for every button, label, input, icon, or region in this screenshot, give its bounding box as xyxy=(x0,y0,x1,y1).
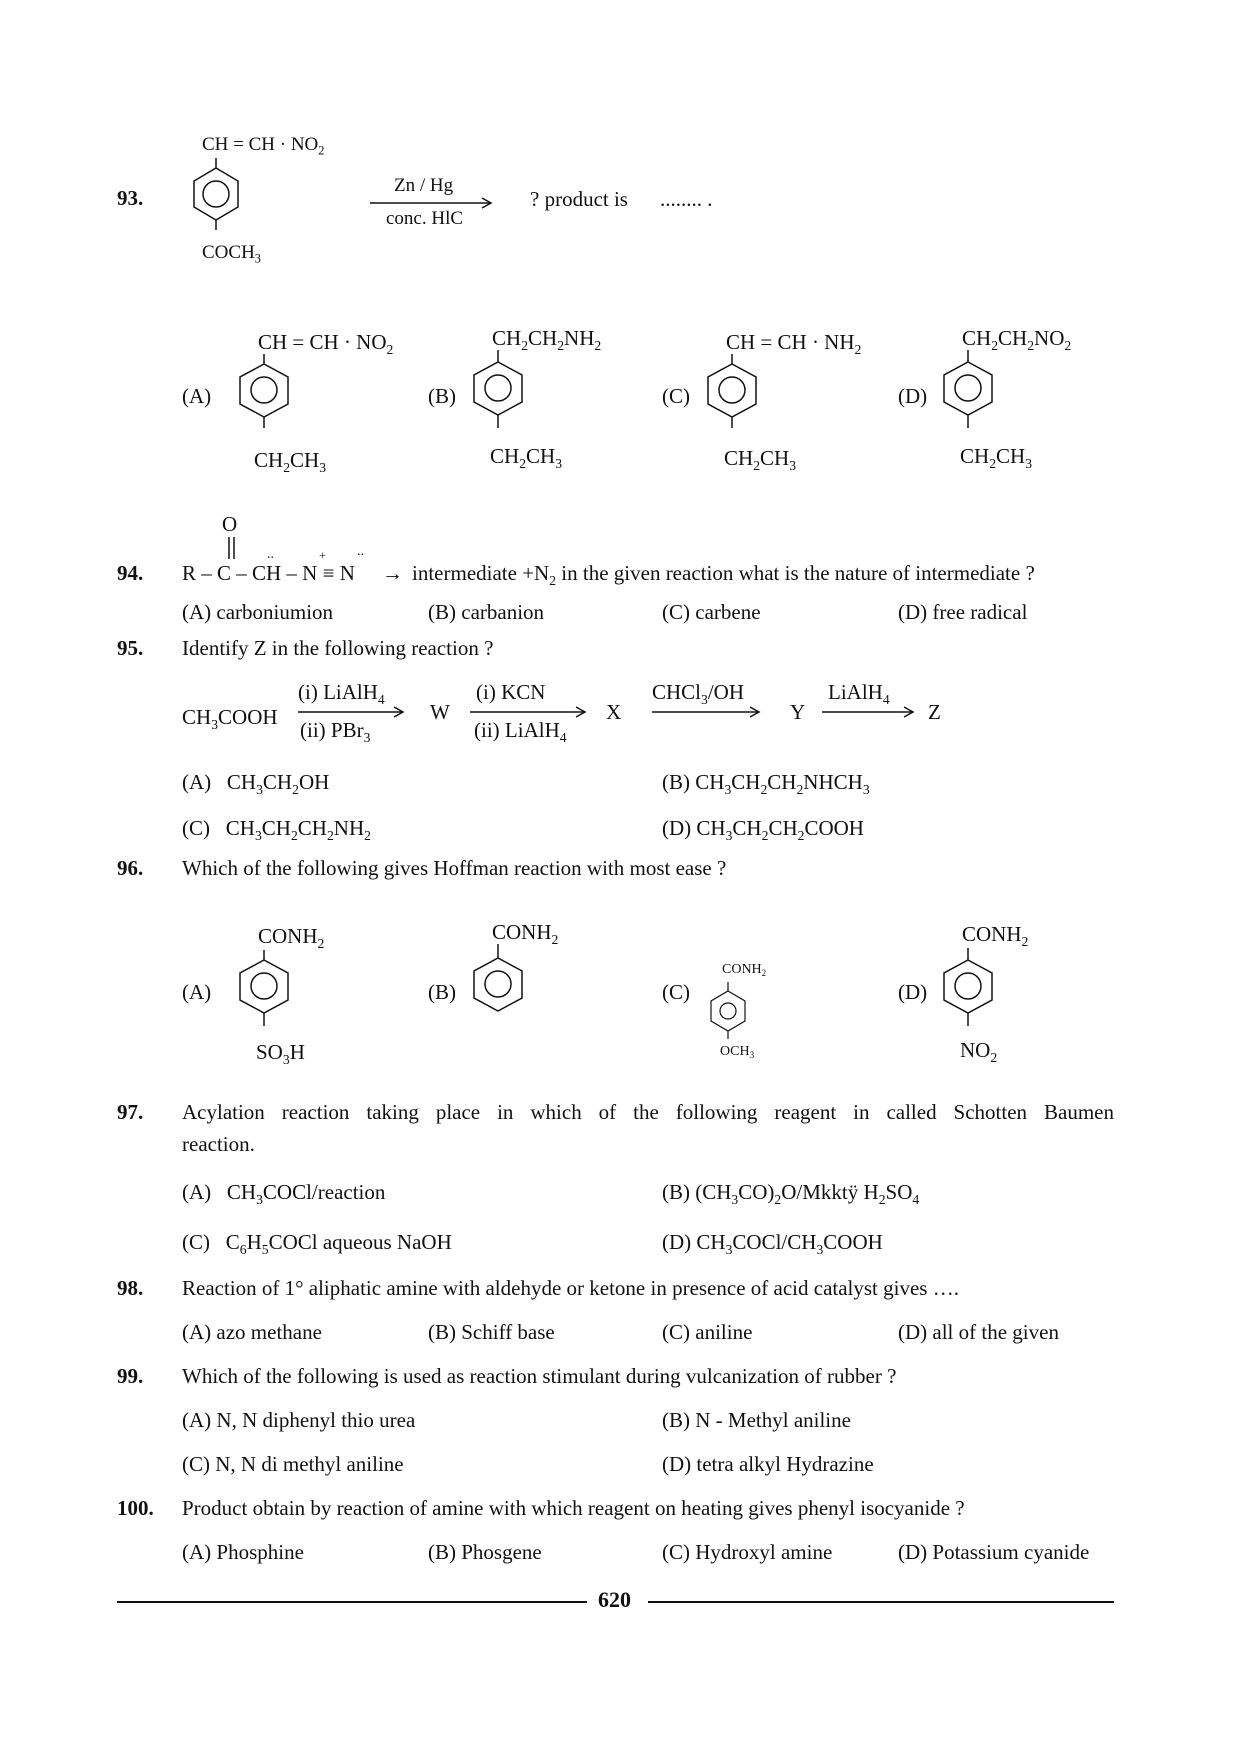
q98-question-text: Reaction of 1° aliphatic amine with aldehyde or ketone in presence of acid catalyst gives …. xyxy=(182,1276,959,1300)
q95-step1-bottom: (ii) PBr$_3$ xyxy=(300,718,371,745)
q96-option-b-top: $CONH_2$ xyxy=(492,920,559,947)
q94-option-c: (C) carbene xyxy=(662,600,761,624)
q97-option-b: (B) $(CH_3CO)_2O$/Mkktÿ $H_2SO_4$ xyxy=(662,1180,920,1207)
footer-rule-left xyxy=(117,1601,587,1603)
question-number-96: 96. xyxy=(117,856,144,880)
q98-option-c: (C) aniline xyxy=(662,1320,753,1344)
q94-plus-charge: + xyxy=(319,548,326,562)
q96-option-a-bottom: $SO_3H$ xyxy=(256,1040,305,1067)
question-number-100: 100. xyxy=(117,1496,154,1520)
q93-option-d-top: $CH_2CH_2NO_2$ xyxy=(962,326,1072,353)
q96-option-a-top: $CONH_2$ xyxy=(258,924,325,951)
q93-substituent-top: CH = CH · $NO_2$ xyxy=(202,134,325,158)
question-number-94: 94. xyxy=(117,561,144,585)
q97-option-d: (D) $CH_3COCl/CH_3COOH$ xyxy=(662,1230,883,1257)
q95-option-c: (C) $CH_3CH_2CH_2NH_2$ xyxy=(182,816,371,843)
q95-step2-arrow xyxy=(470,705,590,719)
q93-option-a-label: (A) xyxy=(182,384,212,408)
q95-start-compound: $CH_3COOH$ xyxy=(182,705,278,732)
q99-option-b: (B) N - Methyl aniline xyxy=(662,1408,851,1432)
q95-option-a: (A) $CH_3CH_2OH$ xyxy=(182,770,330,797)
q95-compound-x: X xyxy=(606,700,622,724)
q95-step4-arrow xyxy=(822,705,918,719)
q94-option-b: (B) carbanion xyxy=(428,600,545,624)
question-number-93: 93. xyxy=(117,186,144,210)
q96-option-a-ring xyxy=(232,950,292,1040)
q93-option-c-ring xyxy=(702,354,762,440)
q94-option-d: (D) free radical xyxy=(898,600,1028,624)
q99-option-d: (D) tetra alkyl Hydrazine xyxy=(662,1452,874,1476)
q96-option-b-label: (B) xyxy=(428,980,456,1004)
q96-option-c-top: $CONH_2$ xyxy=(722,962,767,979)
q97-option-c: (C) $C_6H_5COCl$ aqueous NaOH xyxy=(182,1230,452,1257)
q93-option-a-top: CH = CH · $NO_2$ xyxy=(258,330,394,357)
q96-question-text: Which of the following gives Hoffman reaction with most ease ? xyxy=(182,856,727,880)
q99-option-c: (C) N, N di methyl aniline xyxy=(182,1452,404,1476)
q93-blank: ........ . xyxy=(660,187,713,211)
q96-option-d-top: $CONH_2$ xyxy=(962,922,1029,949)
q96-option-d-ring xyxy=(938,948,998,1038)
q93-reagent-top: Zn / Hg xyxy=(394,175,454,196)
q94-lone-pair-ch: .. xyxy=(267,547,274,562)
q95-step1-arrow xyxy=(298,705,408,719)
q93-option-a-ring xyxy=(232,354,292,440)
q93-option-c-top: CH = CH · $NH_2$ xyxy=(726,330,862,357)
q95-option-b: (B) $CH_3CH_2CH_2NHCH_3$ xyxy=(662,770,870,797)
q95-option-d: (D) $CH_3CH_2CH_2COOH$ xyxy=(662,816,864,843)
q95-question-text: Identify Z in the following reaction ? xyxy=(182,636,494,660)
q96-option-a-label: (A) xyxy=(182,980,212,1004)
q93-option-c-bottom: $CH_2CH_3$ xyxy=(724,446,797,473)
q96-option-c-ring xyxy=(706,982,750,1048)
q95-step3-arrow xyxy=(652,705,764,719)
q94-lone-pair-n: .. xyxy=(357,544,364,559)
page-number: 620 xyxy=(598,1587,631,1612)
q95-compound-w: W xyxy=(430,700,450,724)
q100-option-d: (D) Potassium cyanide xyxy=(898,1540,1090,1564)
q100-option-b: (B) Phosgene xyxy=(428,1540,542,1564)
q98-option-d: (D) all of the given xyxy=(898,1320,1059,1344)
q99-question-text: Which of the following is used as reaction stimulant during vulcanization of rubber ? xyxy=(182,1364,897,1388)
q97-question-text-line2: reaction. xyxy=(182,1132,255,1156)
q93-option-a-bottom: $CH_2CH_3$ xyxy=(254,448,327,475)
q94-oxygen-atom: O xyxy=(222,512,238,536)
question-number-95: 95. xyxy=(117,636,144,660)
q94-question-text: intermediate $+N_2$ in the given reaction what is the nature of intermediate ? xyxy=(412,561,1035,588)
q94-option-a: (A) carboniumion xyxy=(182,600,334,624)
q96-option-c-label: (C) xyxy=(662,980,690,1004)
q93-option-c-label: (C) xyxy=(662,384,690,408)
q94-double-bond xyxy=(224,537,240,561)
q93-reagent-bottom: conc. HlC xyxy=(386,208,464,229)
footer-rule-right xyxy=(648,1601,1114,1603)
question-number-97: 97. xyxy=(117,1100,144,1124)
q93-question-text: ? product is xyxy=(530,187,628,211)
q100-option-a: (A) Phosphine xyxy=(182,1540,304,1564)
q93-option-d-bottom: $CH_2CH_3$ xyxy=(960,444,1033,471)
question-number-98: 98. xyxy=(117,1276,144,1300)
q95-step3-top: CHCl$_3$/OH xyxy=(652,680,745,707)
q93-option-b-ring xyxy=(468,350,528,440)
q96-option-c-bottom: $OCH_3$ xyxy=(720,1044,755,1061)
q99-option-a: (A) N, N diphenyl thio urea xyxy=(182,1408,416,1432)
q93-substituent-bottom: $COCH_3$ xyxy=(202,242,261,266)
q94-reactant: R – C – CH – N ≡ N xyxy=(182,561,355,585)
q95-compound-y: Y xyxy=(790,700,806,724)
q98-option-a: (A) azo methane xyxy=(182,1320,322,1344)
q93-option-b-label: (B) xyxy=(428,384,456,408)
q96-option-b-ring xyxy=(468,944,528,1024)
q93-option-d-ring xyxy=(938,350,998,440)
q100-question-text: Product obtain by reaction of amine with which reagent on heating gives phenyl isocyanide ? xyxy=(182,1496,965,1520)
q100-option-c: (C) Hydroxyl amine xyxy=(662,1540,833,1564)
q96-option-d-bottom: $NO_2$ xyxy=(960,1038,998,1065)
q93-option-b-bottom: $CH_2CH_3$ xyxy=(490,444,563,471)
q95-step4-top: LiAlH$_4$ xyxy=(828,680,890,707)
q95-step1-top: (i) LiAlH$_4$ xyxy=(298,680,385,707)
q95-step2-top: (i) KCN xyxy=(476,680,546,704)
q97-question-text-line1: Acylation reaction taking place in which of the following reagent in called Schotten Baumen xyxy=(182,1100,1114,1124)
q93-option-b-top: $CH_2CH_2NH_2$ xyxy=(492,326,602,353)
q98-option-b: (B) Schiff base xyxy=(428,1320,555,1344)
q95-step2-bottom: (ii) LiAlH$_4$ xyxy=(474,718,567,745)
q93-option-d-label: (D) xyxy=(898,384,928,408)
q93-benzene-ring xyxy=(180,158,240,244)
q94-arrow: → xyxy=(382,561,403,585)
question-number-99: 99. xyxy=(117,1364,144,1388)
q97-option-a: (A) $CH_3COCl$/reaction xyxy=(182,1180,386,1207)
q95-compound-z: Z xyxy=(928,700,941,724)
q96-option-d-label: (D) xyxy=(898,980,928,1004)
